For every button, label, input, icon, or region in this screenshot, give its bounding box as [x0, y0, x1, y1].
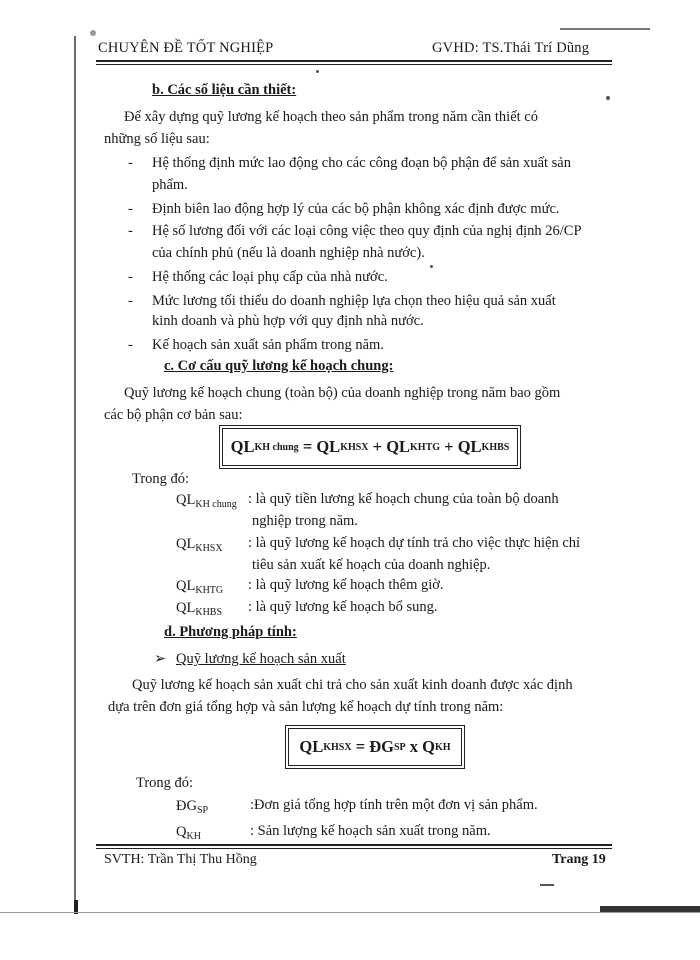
definition-text: : Sản lượng kế hoạch sản xuất trong năm. [250, 823, 491, 839]
scan-bottom-line [0, 912, 700, 913]
list-item: - Mức lương tối thiểu do doanh nghiệp lựa chọn theo hiệu quả sản xuất [0, 290, 700, 312]
definition-text: :Đơn giá tổng hợp tính trên một đơn vị sản phẩm. [250, 797, 538, 813]
header-divider [96, 60, 612, 62]
section-b-intro-line2: những số liệu sau: [104, 131, 210, 147]
scan-speck [316, 70, 319, 73]
footer-student: SVTH: Trần Thị Thu Hồng [104, 852, 257, 867]
scan-speck [90, 30, 96, 36]
bullet-dash: - [128, 269, 133, 285]
footer-divider-thin [96, 848, 612, 849]
where-label: Trong đó: [136, 775, 194, 791]
definition-symbol: $QL_{KHTG}$ [176, 578, 224, 596]
definition-symbol: $QL_{KHSX}$ [176, 536, 223, 554]
bullet-dash: - [128, 223, 133, 239]
section-c-intro-line1: Quỹ lương kế hoạch chung (toàn bộ) của doanh nghiệp trong năm bao gồm [124, 385, 561, 401]
definition-symbol: $Q_{KH}$ [176, 824, 201, 842]
definition-text: : là quỹ lương kế hoạch bổ sung. [248, 599, 438, 615]
where-label: Trong đó: [132, 471, 190, 487]
section-d-subtitle: Quỹ lương kế hoạch sản xuất [176, 651, 346, 667]
formula-box-general: QL KH chung = QL KHSX + QL KHTG + QL KHBS [222, 428, 518, 466]
header-advisor: GVHD: TS.Thái Trí Dũng [432, 40, 590, 56]
list-item: - Hệ thống các loại phụ cấp của nhà nước. [0, 266, 700, 288]
section-d-intro-line2: dựa trên đơn giá tổng hợp và sản lượng kế hoạch dự tính trong năm: [108, 699, 504, 715]
definition-text-cont: tiêu sản xuất kế hoạch của doanh nghiệp. [252, 557, 491, 573]
formula-box-production: QL KHSX = ĐG SP x Q KH [288, 728, 462, 766]
list-item: - Kế hoạch sản xuất sản phẩm trong năm. [0, 334, 700, 356]
list-item: - Định biên lao động hợp lý của các bộ phận không xác định được mức. [0, 198, 700, 220]
section-d-intro-line1: Quỹ lương kế hoạch sản xuất chi trả cho sản xuất kinh doanh được xác định [132, 677, 573, 693]
definition-text: : là quỹ tiền lương kế hoạch chung của toàn bộ doanh [248, 491, 559, 507]
footer-page-number: Trang 19 [552, 852, 606, 867]
arrow-bullet-icon: ➢ [154, 651, 167, 667]
definition-symbol: $ĐG_{SP}$ [176, 798, 209, 816]
scan-top-smudge [560, 28, 650, 30]
header-divider-thin [96, 64, 612, 65]
list-item: - Hệ số lương đối với các loại công việc theo quy định của nghị định 26/CP [0, 220, 700, 242]
list-item-cont: của chính phủ (nếu là doanh nghiệp nhà nước). [152, 245, 425, 261]
scan-speck [430, 265, 433, 268]
definition-text-cont: nghiệp trong năm. [252, 513, 358, 529]
bullet-dash: - [128, 293, 133, 309]
list-item-cont: phẩm. [152, 177, 188, 193]
scan-speck [540, 884, 554, 886]
section-d-title: d. Phương pháp tính: [164, 624, 297, 640]
definition-text: : là quỹ lương kế hoạch thêm giờ. [248, 577, 444, 593]
list-item: - Hệ thống định mức lao động cho các công đoạn bộ phận để sản xuất sản [0, 152, 700, 174]
definition-text: : là quỹ lương kế hoạch dự tính trả cho việc thực hiện chỉ [248, 535, 581, 551]
definition-symbol: $QL_{KH chung}$ [176, 492, 237, 510]
section-c-title: c. Cơ cấu quỹ lương kế hoạch chung: [164, 358, 394, 374]
footer-divider [96, 844, 612, 846]
list-item-cont: kinh doanh và phù hợp với quy định nhà nước. [152, 313, 424, 329]
bullet-dash: - [128, 337, 133, 353]
section-c-intro-line2: các bộ phận cơ bản sau: [104, 407, 243, 423]
section-b-intro-line1: Để xây dựng quỹ lương kế hoạch theo sản phẩm trong năm cần thiết có [124, 109, 538, 125]
section-b-title: b. Các số liệu cần thiết: [152, 82, 297, 98]
bullet-dash: - [128, 201, 133, 217]
scan-bottom-smudge [600, 906, 700, 912]
definition-symbol: $QL_{KHBS}$ [176, 600, 223, 618]
header-title: CHUYÊN ĐỀ TỐT NGHIỆP [98, 40, 274, 56]
bullet-dash: - [128, 155, 133, 171]
scan-speck [606, 96, 610, 100]
scan-edge-line [74, 36, 76, 906]
